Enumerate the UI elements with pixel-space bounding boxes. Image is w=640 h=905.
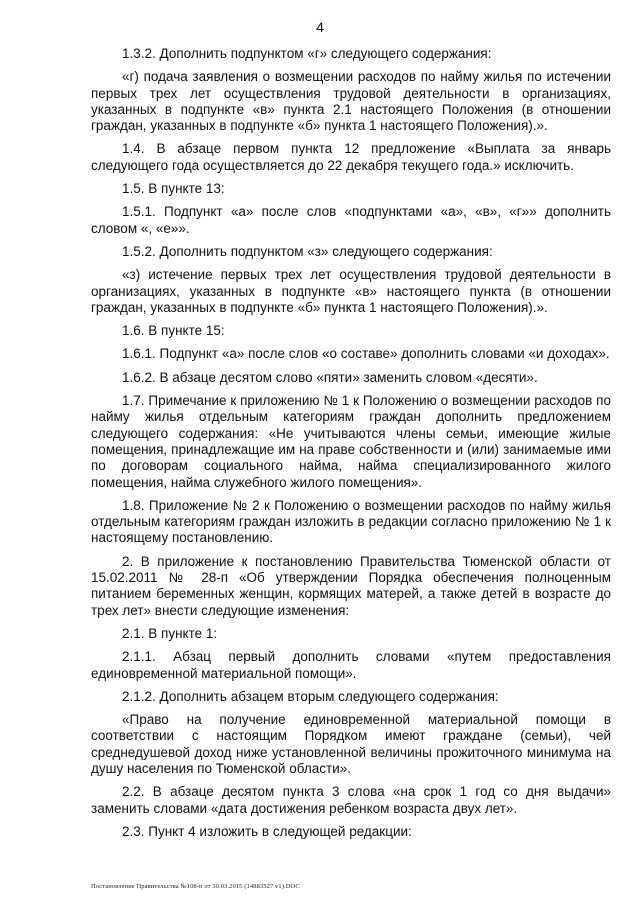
document-footer: Постановление Правительства №108-п от 30.03.2015 (14883527 v1).DOC	[91, 883, 300, 890]
paragraph-1-6-1: 1.6.1. Подпункт «а» после слов «о составе» дополнить словами «и доходах».	[122, 346, 610, 362]
paragraph-1-5-2: 1.5.2. Дополнить подпунктом «з» следующего содержания:	[122, 243, 493, 259]
paragraph-2: 2. В приложение к постановлению Правительства Тюменской области от 15.02.2011 № 28-п «Об утверждении Порядка обеспечения полноценным питанием беременных женщин, кормящих матерей, а также детей в возрасте до трех лет» внести следующие изменения:	[91, 553, 611, 618]
paragraph-1-5-1: 1.5.1. Подпункт «а» после слов «подпунктами «а», «в», «г»» дополнить словом «, «е»».	[91, 204, 611, 236]
paragraph-2-1-1: 2.1.1. Абзац первый дополнить словами «путем предоставления единовременной материальной помощи».	[91, 649, 611, 681]
paragraph-1-6-2: 1.6.2. В абзаце десятом слово «пяти» заменить словом «десяти».	[122, 369, 538, 385]
paragraph-1-7: 1.7. Примечание к приложению № 1 к Положению о возмещении расходов по найму жилья отдельным категориям граждан дополнить предложением следующего содержания: «Не учитываются члены семьи, имеющие жилые помещения, принадлежащие им на праве собственности и (или) занимаемые ими по договорам социального найма, найма специализированного жилого помещения, найма служебного жилого помещения».	[91, 393, 611, 490]
paragraph-2-3: 2.3. Пункт 4 изложить в следующей редакции:	[122, 823, 412, 839]
paragraph-2-1-2: 2.1.2. Дополнить абзацем вторым следующего содержания:	[122, 688, 499, 704]
paragraph-1-4: 1.4. В абзаце первом пункта 12 предложение «Выплата за январь следующего года осуществляется до 22 декабря текущего года.» исключить.	[91, 141, 611, 173]
paragraph-1-6: 1.6. В пункте 15:	[122, 323, 225, 339]
paragraph-2-2: 2.2. В абзаце десятом пункта 3 слова «на срок 1 год со дня выдачи» заменить словами «дата достижения ребенком возраста двух лет».	[91, 784, 611, 816]
paragraph-right-clause: «Право на получение единовременной материальной помощи в соответствии с настоящим Порядком имеют граждане (семьи), чей среднедушевой доход ниже установленной величины прожиточного минимума на душу населения по Тюменской области».	[91, 712, 611, 776]
paragraph-1-5: 1.5. В пункте 13:	[122, 181, 225, 197]
page-number: 4	[316, 19, 324, 35]
paragraph-2-1: 2.1. В пункте 1:	[122, 625, 218, 641]
paragraph-1-8: 1.8. Приложение № 2 к Положению о возмещении расходов по найму жилья отдельным категориям граждан изложить в редакции согласно приложению № 1 к настоящему постановлению.	[91, 497, 611, 546]
paragraph-1-3-2: 1.3.2. Дополнить подпунктом «г» следующего содержания:	[122, 46, 492, 61]
paragraph-subpoint-g: «г) подача заявления о возмещении расходов по найму жилья по истечении первых трех лет осуществления трудовой деятельности в организациях, указанных в подпункте «в» пункта 2.1 настоящего Положения (в отношении граждан, указанных в подпункте «б» пункта 1 настоящего Положения).».	[91, 69, 611, 134]
document-body	[91, 46, 611, 846]
paragraph-subpoint-z: «з) истечение первых трех лет осуществления трудовой деятельности в организациях, указанных в подпункте «в» настоящего пункта (в отношении граждан, указанных в подпункте «б» пункта 1 настоящего Положения).».	[91, 267, 611, 315]
